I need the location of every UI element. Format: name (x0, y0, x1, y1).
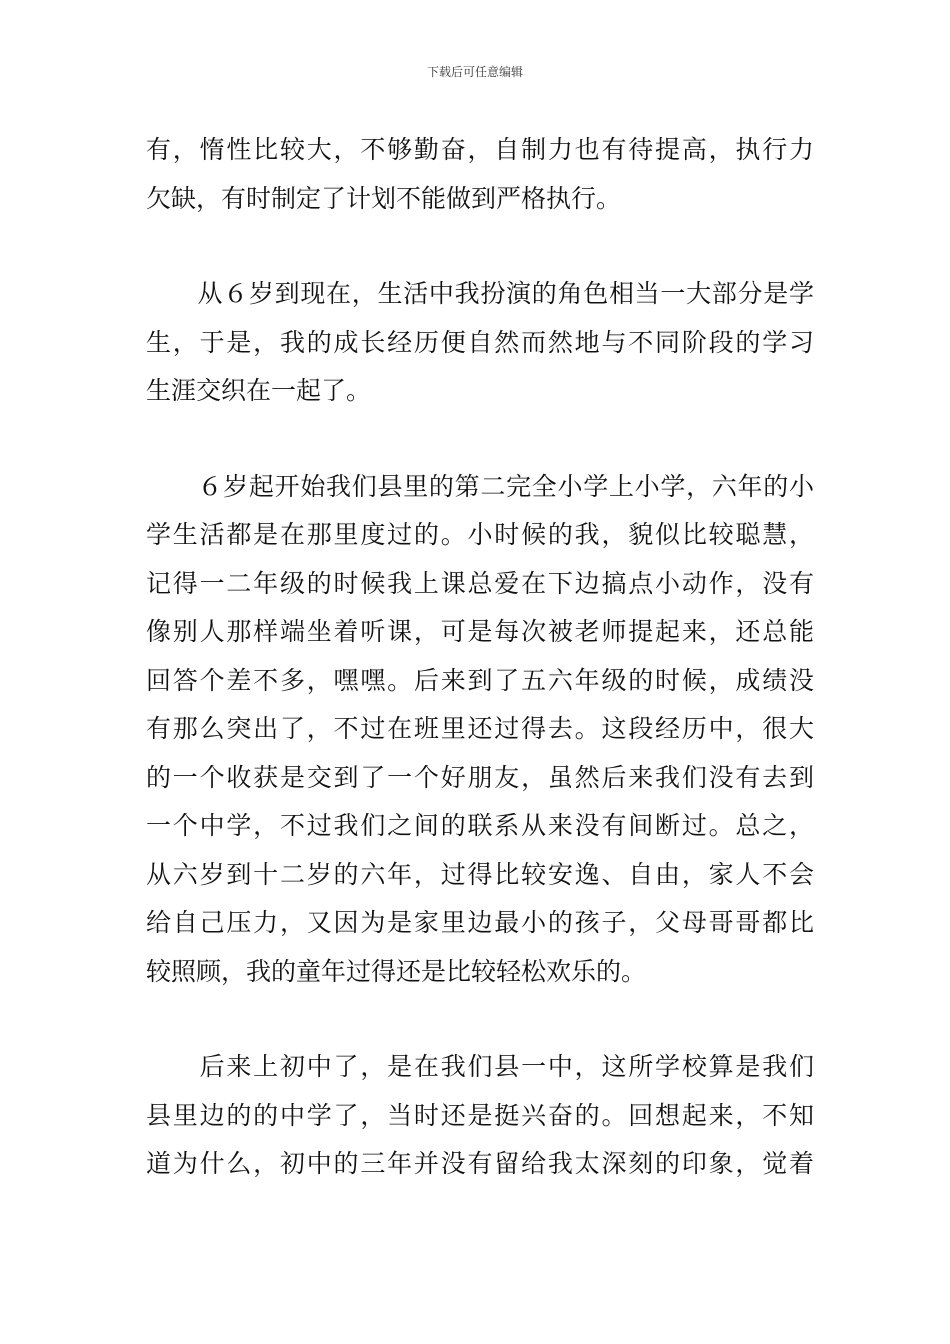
text-line: 记得一二年级的时候我上课总爱在下边搞点小动作，没有 (146, 568, 814, 598)
text-line: 生，于是，我的成长经历便自然而然地与不同阶段的学习 (146, 327, 814, 357)
text-line: 道为什么，初中的三年并没有留给我太深刻的印象，觉着 (146, 1149, 814, 1178)
text-line: 从六岁到十二岁的六年，过得比较安逸、自由，家人不会 (146, 859, 814, 889)
text-line: 有那么突出了，不过在班里还过得去。这段经历中，很大 (146, 714, 814, 743)
paragraph-1 (146, 126, 814, 223)
text-line: ６岁起开始我们县里的第二完全小学上小学，六年的小 (146, 471, 814, 501)
document-body (146, 126, 814, 1236)
paragraph-4 (146, 1043, 814, 1189)
text-line: 回答个差不多，嘿嘿。后来到了五六年级的时候，成绩没 (146, 665, 814, 695)
page-header: 下载后可任意编辑 (426, 65, 523, 79)
text-line: 较照顾，我的童年过得还是比较轻松欢乐的。 (146, 956, 647, 986)
paragraph-2 (146, 270, 814, 416)
text-line: 生涯交织在一起了。 (146, 376, 372, 405)
text-line: 欠缺，有时制定了计划不能做到严格执行。 (146, 183, 622, 213)
text-line: 县里边的的中学了，当时还是挺兴奋的。回想起来，不知 (146, 1100, 814, 1130)
text-line: 后来上初中了，是在我们县一中，这所学校算是我们 (146, 1052, 814, 1081)
text-line: 一个中学，不过我们之间的联系从来没有间断过。总之， (146, 811, 814, 840)
text-line: 有，惰性比较大，不够勤奋，自制力也有待提高，执行力 (146, 135, 814, 164)
text-line: 像别人那样端坐着听课，可是每次被老师提起来，还总能 (146, 617, 814, 646)
text-line: 学生活都是在那里度过的。小时候的我，貌似比较聪慧， (146, 520, 814, 549)
text-line: 从６岁到现在，生活中我扮演的角色相当一大部分是学 (146, 279, 814, 308)
text-line: 给自己压力，又因为是家里边最小的孩子，父母哥哥都比 (146, 908, 814, 937)
text-line: 的一个收获是交到了一个好朋友，虽然后来我们没有去到 (146, 762, 814, 792)
paragraph-3 (146, 463, 814, 997)
